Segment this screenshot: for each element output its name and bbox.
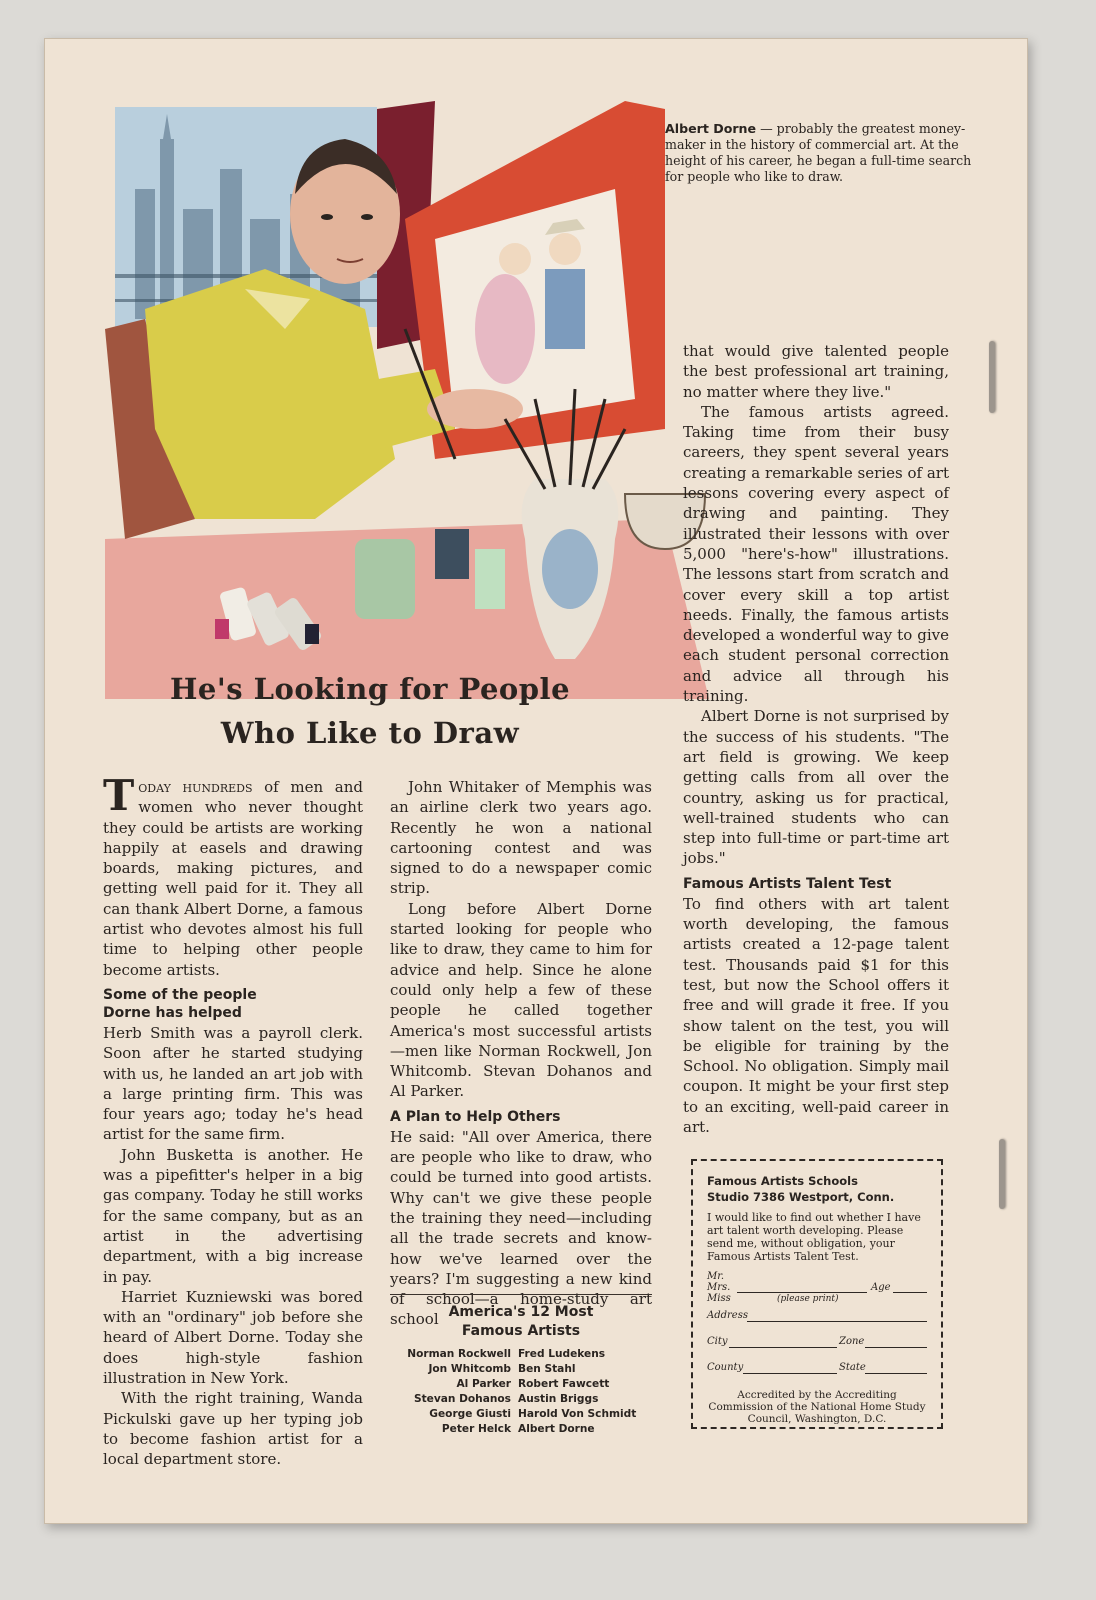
illustration-caption bbox=[665, 121, 985, 185]
headline bbox=[140, 667, 600, 755]
accreditation-note: Accredited by the Accrediting Commission of the National Home Study Council, Washington, D.C. bbox=[708, 1389, 926, 1425]
caption-text: — probably the greatest money-maker in the history of commercial art. At the height of his career, he began a full-time search for people who like to draw. bbox=[665, 121, 972, 184]
name-field[interactable]: Mr. Mrs. Miss Age (please print) bbox=[707, 1271, 927, 1305]
artist-name: Harold Von Schmidt bbox=[518, 1408, 637, 1420]
mail-coupon[interactable] bbox=[691, 1159, 943, 1429]
staple bbox=[989, 341, 995, 413]
col1-paragraph-3: John Busketta is another. He was a pipefitter's helper in a big gas company. Today he still works for the same company, but as an artist in the advertising department, with a big increase in pay. bbox=[103, 1145, 363, 1286]
age-label: Age bbox=[871, 1282, 891, 1293]
artist-name: Robert Fawcett bbox=[518, 1378, 610, 1390]
artist-name: Ben Stahl bbox=[518, 1363, 576, 1375]
col1-paragraph-1: of men and women who never thought they could be artists are working happily at easels and drawing boards, making pictures, and getting well paid for it. They all can thank Albert Dorne, a famous artist who devotes almost his full time to helping other people become artists. bbox=[103, 778, 364, 979]
county-state-field[interactable]: County State bbox=[707, 1361, 927, 1377]
comic-back-cover-page bbox=[44, 38, 1028, 1524]
artist-name: Norman Rockwell bbox=[407, 1348, 511, 1360]
col1-paragraph-4: Harriet Kuzniewski was bored with an "ordinary" job before she heard of Albert Dorne. Today she does high-style fashion illustration in New York. bbox=[103, 1287, 363, 1388]
headline-line-1: He's Looking for People bbox=[169, 672, 571, 706]
staple bbox=[999, 1139, 1005, 1209]
coupon-header-1: Famous Artists Schools bbox=[707, 1174, 858, 1188]
artist-name: George Giusti bbox=[429, 1408, 511, 1420]
col3-paragraph-2: The famous artists agreed. Taking time from their busy careers, they spent several years creating a remarkable series of art lessons covering every aspect of drawing and painting. They illustrated their lessons with over 5,000 "here's-how" illustrations. The lessons start from scratch and cover every skill a top artist needs. Finally, the famous artists developed a wonderful way to give each student personal correction and advice all through his training. bbox=[683, 402, 949, 706]
col2-paragraph-1: John Whitaker of Memphis was an airline clerk two years ago. Recently he won a national cartooning contest and was signed to do a newspaper comic strip. bbox=[390, 778, 652, 898]
col1-subhead: Some of the people Dorne has helped bbox=[103, 986, 257, 1021]
artists-box-title: America's 12 Most Famous Artists bbox=[448, 1304, 594, 1339]
please-print-note: (please print) bbox=[777, 1294, 839, 1304]
col3-subhead: Famous Artists Talent Test bbox=[683, 875, 892, 892]
divider-rule bbox=[390, 1294, 652, 1295]
address-field[interactable]: Address bbox=[707, 1309, 927, 1325]
col2-paragraph-2: Long before Albert Dorne started looking for people who like to draw, they came to him for advice and help. Since he alone could only help a few of these people he called together America's most successful artists—men like Norman Rockwell, Jon Whitcomb. Stevan Dohanos and Al Parker. bbox=[390, 899, 652, 1101]
col2-subhead: A Plan to Help Others bbox=[390, 1108, 561, 1125]
artist-name: Albert Dorne bbox=[518, 1423, 595, 1435]
artist-name: Peter Helck bbox=[441, 1423, 511, 1435]
albert-dorne-illustration bbox=[105, 99, 709, 699]
city-zone-field[interactable]: City Zone bbox=[707, 1335, 927, 1351]
age-field[interactable] bbox=[893, 1292, 927, 1293]
col3-paragraph-3: Albert Dorne is not surprised by the success of his students. "The art field is growing. We keep getting calls from all over the country, asking us for practical, well-trained students who can step into full-time or part-time art jobs." bbox=[683, 707, 949, 868]
column-2 bbox=[390, 777, 652, 1330]
artist-name: Jon Whitcomb bbox=[428, 1363, 511, 1375]
artist-at-easel-image bbox=[105, 99, 709, 699]
caption-name: Albert Dorne bbox=[665, 121, 757, 136]
artist-name: Stevan Dohanos bbox=[413, 1393, 511, 1405]
col1-paragraph-5: With the right training, Wanda Pickulski gave up her typing job to become fashion artist for a local department store. bbox=[103, 1389, 363, 1469]
artist-name: Austin Briggs bbox=[518, 1393, 599, 1405]
headline-line-2: Who Like to Draw bbox=[220, 716, 520, 750]
lead-caps: oday hundreds bbox=[138, 778, 253, 796]
col1-paragraph-2: Herb Smith was a payroll clerk. Soon after he started studying with us, he landed an art job with a large printing firm. This was four years ago; today he's head artist for the same firm. bbox=[103, 1023, 363, 1144]
coupon-body: I would like to find out whether I have art talent worth developing. Please send me, without obligation, your Famous Artists Talent Test. bbox=[707, 1211, 921, 1263]
artist-name: Fred Ludekens bbox=[518, 1348, 606, 1360]
coupon-header-2: Studio 7386 Westport, Conn. bbox=[707, 1190, 895, 1204]
column-1 bbox=[103, 771, 364, 1470]
column-3 bbox=[683, 341, 949, 1137]
col2-paragraph-3: He said: "All over America, there are people who like to draw, who could be turned into good artists. Why can't we give these people the training they need—including all the trade secrets and know-how we've learned over the years? I'm suggesting a new kind of school—a home-study art school bbox=[390, 1127, 652, 1329]
col3-paragraph-1: that would give talented people the best professional art training, no matter where they live." bbox=[683, 342, 949, 401]
drop-cap: T bbox=[103, 771, 135, 820]
col3-paragraph-4: To find others with art talent worth developing, the famous artists created a 12-page talent test. Thousands paid $1 for this test, but now the School offers it free and will grade it free. If you show talent on the test, you will be eligible for training by the School. No obligation. Simply mail coupon. It might be your first step to an exciting, well-paid career in art. bbox=[683, 894, 949, 1136]
artist-name: Al Parker bbox=[456, 1378, 511, 1390]
